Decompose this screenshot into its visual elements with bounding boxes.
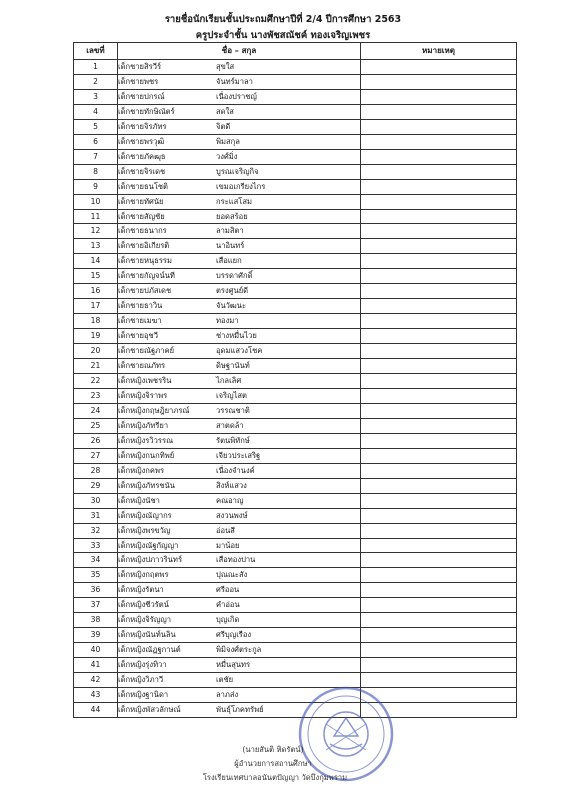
- row-number: 19: [74, 329, 118, 344]
- row-number: 20: [74, 344, 118, 359]
- remark-cell: [361, 478, 517, 493]
- row-number: 24: [74, 403, 118, 418]
- row-number: 27: [74, 448, 118, 463]
- remark-cell: [361, 299, 517, 314]
- student-name-cell: [118, 403, 361, 418]
- table-row: [74, 374, 517, 389]
- table-row: [74, 179, 517, 194]
- student-name-cell: [118, 314, 361, 329]
- student-name-cell: [118, 134, 361, 149]
- remark-cell: [361, 463, 517, 478]
- row-number: 11: [74, 209, 118, 224]
- row-number: 38: [74, 613, 118, 628]
- student-name-cell: [118, 523, 361, 538]
- student-first-name: เด็กชายณภัทร: [118, 361, 166, 371]
- row-number: 39: [74, 628, 118, 643]
- student-name-cell: [118, 463, 361, 478]
- remark-cell: [361, 119, 517, 134]
- remark-cell: [361, 583, 517, 598]
- student-first-name: เด็กหญิงรวิวรรณ: [118, 435, 174, 445]
- student-name-cell: [118, 60, 361, 75]
- remark-cell: [361, 209, 517, 224]
- student-first-name: เด็กหญิงปภาวรินทร์: [118, 555, 183, 565]
- student-last-name: สาตดล้า: [216, 420, 244, 430]
- remark-cell: [361, 224, 517, 239]
- row-number: 17: [74, 299, 118, 314]
- student-last-name: เจริญไสต: [216, 390, 247, 400]
- student-first-name: เด็กชายธาวิน: [118, 301, 163, 311]
- table-row: [74, 658, 517, 673]
- student-first-name: เด็กหญิงกฤษฎิยาภรณ์: [118, 405, 190, 415]
- student-name-cell: [118, 553, 361, 568]
- student-name-cell: [118, 538, 361, 553]
- student-first-name: เด็กชายพรวุฒิ: [118, 136, 165, 146]
- signatory-position: ผู้อำนวยการสถานศึกษา: [234, 759, 312, 768]
- table-row: [74, 299, 517, 314]
- teacher-line: ครูประจำชั้น นางพัชสณัชค์ ทองเจริญเพชร: [195, 30, 371, 41]
- remark-cell: [361, 448, 517, 463]
- table-body: [74, 60, 517, 718]
- student-last-name: รัตนพิทักษ์: [216, 435, 250, 445]
- student-name-cell: [118, 643, 361, 658]
- student-last-name: สิงห์แสวง: [216, 480, 247, 490]
- student-name-cell: [118, 388, 361, 403]
- student-first-name: เด็กชายพชร: [118, 76, 159, 86]
- student-last-name: บุญเกิด: [216, 615, 240, 625]
- remark-cell: [361, 643, 517, 658]
- student-last-name: ศรีออน: [216, 585, 240, 595]
- remark-cell: [361, 149, 517, 164]
- table-row: [74, 523, 517, 538]
- student-last-name: บูรณเจริญกิจ: [216, 166, 259, 176]
- student-name-cell: [118, 149, 361, 164]
- row-number: 4: [74, 104, 118, 119]
- student-name-cell: [118, 583, 361, 598]
- student-name-cell: [118, 89, 361, 104]
- student-name-cell: [118, 224, 361, 239]
- row-number: 40: [74, 643, 118, 658]
- col-header-no: เลขที่: [74, 43, 118, 60]
- student-name-cell: [118, 359, 361, 374]
- student-name-cell: [118, 209, 361, 224]
- student-last-name: เนื่องปราชญ์: [216, 91, 257, 101]
- table-row: [74, 493, 517, 508]
- remark-cell: [361, 74, 517, 89]
- student-last-name: เสือแยก: [216, 256, 242, 266]
- remark-cell: [361, 134, 517, 149]
- remark-cell: [361, 179, 517, 194]
- student-last-name: จันทร์มาลา: [216, 76, 253, 86]
- student-first-name: เด็กชายสิรวีร์: [118, 62, 162, 71]
- student-first-name: เด็กชายกัญจน์นที: [118, 271, 175, 281]
- student-name-cell: [118, 493, 361, 508]
- table-row: [74, 643, 517, 658]
- student-name-cell: [118, 418, 361, 433]
- row-number: 8: [74, 164, 118, 179]
- row-number: 30: [74, 493, 118, 508]
- student-first-name: เด็กหญิงวิภาวี: [118, 675, 164, 685]
- remark-cell: [361, 284, 517, 299]
- row-number: 5: [74, 119, 118, 134]
- student-last-name: วงศ์มิ่ง: [216, 151, 238, 161]
- student-last-name: พิมสกุล: [216, 136, 240, 146]
- row-number: 15: [74, 269, 118, 284]
- student-name-cell: [118, 329, 361, 344]
- table-header-row: [74, 43, 517, 60]
- student-last-name: นาอินทร์: [216, 241, 245, 251]
- student-first-name: เด็กหญิงณัฏฐกานต์: [118, 645, 181, 655]
- table-row: [74, 433, 517, 448]
- student-first-name: เด็กชายธนากร: [118, 226, 167, 236]
- row-number: 43: [74, 688, 118, 703]
- row-number: 34: [74, 553, 118, 568]
- student-name-cell: [118, 568, 361, 583]
- table-row: [74, 688, 517, 703]
- table-row: [74, 553, 517, 568]
- row-number: 36: [74, 583, 118, 598]
- student-last-name: สงวนพงษ์: [216, 510, 248, 520]
- student-name-cell: [118, 119, 361, 134]
- remark-cell: [361, 418, 517, 433]
- row-number: 3: [74, 89, 118, 104]
- table-row: [74, 194, 517, 209]
- student-name-cell: [118, 254, 361, 269]
- student-last-name: เตชัย: [216, 675, 234, 685]
- student-first-name: เด็กชายปกรณ์: [118, 91, 165, 101]
- row-number: 42: [74, 673, 118, 688]
- student-last-name: ศรีบุญเรือง: [216, 630, 252, 640]
- remark-cell: [361, 344, 517, 359]
- remark-cell: [361, 553, 517, 568]
- row-number: 41: [74, 658, 118, 673]
- col-header-name: ชื่อ – สกุล: [118, 43, 361, 60]
- student-roster-table: [73, 42, 517, 718]
- student-first-name: เด็กหญิงกนกทิพย์: [118, 450, 175, 460]
- row-number: 14: [74, 254, 118, 269]
- student-name-cell: [118, 628, 361, 643]
- student-name-cell: [118, 179, 361, 194]
- student-last-name: วรรณชาติ: [216, 405, 250, 415]
- table-row: [74, 164, 517, 179]
- table-row: [74, 134, 517, 149]
- remark-cell: [361, 104, 517, 119]
- student-first-name: เด็กชายทัศนัย: [118, 196, 164, 206]
- remark-cell: [361, 598, 517, 613]
- student-first-name: เด็กหญิงณัญากร: [118, 510, 172, 520]
- table-row: [74, 224, 517, 239]
- row-number: 12: [74, 224, 118, 239]
- student-last-name: ปุณณะสัง: [216, 570, 248, 580]
- table-row: [74, 478, 517, 493]
- student-first-name: เด็กชายภัคฒุธ: [118, 151, 166, 161]
- student-name-cell: [118, 269, 361, 284]
- student-first-name: เด็กชายสัญชัย: [118, 211, 165, 221]
- remark-cell: [361, 239, 517, 254]
- student-first-name: เด็กหญิงจิรัญญา: [118, 615, 172, 625]
- row-number: 10: [74, 194, 118, 209]
- remark-cell: [361, 164, 517, 179]
- row-number: 18: [74, 314, 118, 329]
- student-last-name: ดิษฐานันท์: [216, 361, 250, 371]
- table-row: [74, 538, 517, 553]
- remark-cell: [361, 403, 517, 418]
- remark-cell: [361, 388, 517, 403]
- row-number: 13: [74, 239, 118, 254]
- row-number: 26: [74, 433, 118, 448]
- remark-cell: [361, 508, 517, 523]
- student-first-name: เด็กหญิงฐานิดา: [118, 690, 169, 700]
- table-row: [74, 209, 517, 224]
- student-first-name: เด็กหญิงพรขวัญ: [118, 525, 171, 535]
- row-number: 16: [74, 284, 118, 299]
- table-row: [74, 329, 517, 344]
- table-row: [74, 74, 517, 89]
- row-number: 9: [74, 179, 118, 194]
- student-last-name: บรรดาศักดิ์: [216, 271, 253, 281]
- student-name-cell: [118, 433, 361, 448]
- student-last-name: เขมอเกรียงไกร: [216, 181, 266, 191]
- table-row: [74, 568, 517, 583]
- remark-cell: [361, 329, 517, 344]
- student-first-name: เด็กชายปภัสเดช: [118, 286, 172, 296]
- table-row: [74, 344, 517, 359]
- student-last-name: สุขใส: [216, 62, 235, 71]
- remark-cell: [361, 493, 517, 508]
- table-row: [74, 359, 517, 374]
- table-row: [74, 702, 517, 717]
- student-first-name: เด็กชายเมฆา: [118, 316, 162, 326]
- student-name-cell: [118, 299, 361, 314]
- student-name-cell: [118, 344, 361, 359]
- student-first-name: เด็กหญิงเพชรริน: [118, 376, 172, 386]
- table-row: [74, 89, 517, 104]
- col-header-remark: หมายเหตุ: [361, 43, 517, 60]
- student-last-name: กระแสโสม: [216, 196, 253, 206]
- table-row: [74, 598, 517, 613]
- student-last-name: ลามสิตา: [216, 226, 244, 236]
- remark-cell: [361, 628, 517, 643]
- table-row: [74, 673, 517, 688]
- student-first-name: เด็กหญิงนัชา: [118, 495, 160, 505]
- table-row: [74, 314, 517, 329]
- remark-cell: [361, 538, 517, 553]
- remark-cell: [361, 658, 517, 673]
- student-first-name: เด็กหญิงกฤตพร: [118, 570, 169, 580]
- student-last-name: จันวัฒนะ: [216, 301, 247, 311]
- table-row: [74, 448, 517, 463]
- student-last-name: มาน้อย: [216, 540, 240, 550]
- table-row: [74, 613, 517, 628]
- student-first-name: เด็กหญิงรัตนา: [118, 585, 164, 595]
- student-name-cell: [118, 74, 361, 89]
- remark-cell: [361, 374, 517, 389]
- table-row: [74, 60, 517, 75]
- student-first-name: เด็กหญิงณัฐกัญญา: [118, 540, 179, 550]
- row-number: 28: [74, 463, 118, 478]
- student-last-name: ตรงศูนย์ดี: [216, 286, 249, 296]
- student-name-cell: [118, 164, 361, 179]
- student-first-name: เด็กชายหนุธรรม: [118, 256, 172, 266]
- remark-cell: [361, 568, 517, 583]
- student-name-cell: [118, 284, 361, 299]
- student-last-name: คำอ่อน: [216, 600, 240, 610]
- table-row: [74, 463, 517, 478]
- student-name-cell: [118, 374, 361, 389]
- student-first-name: เด็กชายอุชวี: [118, 331, 158, 341]
- row-number: 23: [74, 388, 118, 403]
- row-number: 44: [74, 702, 118, 717]
- student-first-name: เด็กชายอิเกียรติ: [118, 241, 170, 251]
- table-row: [74, 104, 517, 119]
- student-last-name: ช่างหมื่นไวย: [216, 331, 257, 341]
- student-first-name: เด็กชายธนโชติ: [118, 181, 168, 191]
- table-row: [74, 403, 517, 418]
- student-last-name: เจียวประเสริฐ: [216, 450, 261, 460]
- student-last-name: เสือทองปาน: [216, 555, 256, 565]
- table-row: [74, 388, 517, 403]
- row-number: 37: [74, 598, 118, 613]
- student-first-name: เด็กหญิงกคพร: [118, 465, 165, 475]
- student-name-cell: [118, 613, 361, 628]
- student-first-name: เด็กหญิงชีวรัตน์: [118, 600, 169, 610]
- student-name-cell: [118, 658, 361, 673]
- student-last-name: ไกลเลิศ: [216, 376, 242, 386]
- student-last-name: คณอาญ: [216, 495, 244, 505]
- remark-cell: [361, 269, 517, 284]
- row-number: 33: [74, 538, 118, 553]
- student-first-name: เด็กชายณัฐภาคย์: [118, 346, 175, 356]
- table-row: [74, 284, 517, 299]
- row-number: 22: [74, 374, 118, 389]
- school-name: โรงเรียนเทศบาลอนันตปัญญา วัดบึงกุ่มพราม: [202, 773, 348, 782]
- student-name-cell: [118, 104, 361, 119]
- signatory-name: (นายสันติ หิดรัตน์): [242, 745, 304, 754]
- table-row: [74, 508, 517, 523]
- remark-cell: [361, 314, 517, 329]
- table-row: [74, 418, 517, 433]
- remark-cell: [361, 194, 517, 209]
- student-first-name: เด็กหญิงนันท์นลิน: [118, 630, 176, 640]
- remark-cell: [361, 523, 517, 538]
- student-name-cell: [118, 508, 361, 523]
- row-number: 1: [74, 60, 118, 75]
- student-name-cell: [118, 478, 361, 493]
- table-row: [74, 583, 517, 598]
- student-first-name: เด็กหญิงภัทรียา: [118, 420, 169, 430]
- student-last-name: ทองมา: [216, 316, 239, 326]
- student-last-name: สดใส: [216, 106, 234, 116]
- row-number: 31: [74, 508, 118, 523]
- student-first-name: เด็กหญิงพัสวลักษณ์: [118, 704, 181, 714]
- remark-cell: [361, 89, 517, 104]
- table-row: [74, 239, 517, 254]
- student-last-name: พิมิจงศ์ตระกูล: [216, 645, 262, 655]
- table-row: [74, 119, 517, 134]
- row-number: 29: [74, 478, 118, 493]
- row-number: 25: [74, 418, 118, 433]
- row-number: 2: [74, 74, 118, 89]
- remark-cell: [361, 359, 517, 374]
- table-row: [74, 628, 517, 643]
- student-name-cell: [118, 598, 361, 613]
- student-first-name: เด็กหญิงภัทรชนัน: [118, 480, 175, 490]
- student-last-name: ยอดสร้อย: [216, 211, 248, 221]
- student-first-name: เด็กชายจิรภัทร: [118, 121, 167, 131]
- row-number: 21: [74, 359, 118, 374]
- student-name-cell: [118, 194, 361, 209]
- student-name-cell: [118, 448, 361, 463]
- row-number: 7: [74, 149, 118, 164]
- remark-cell: [361, 433, 517, 448]
- student-last-name: จิตดี: [216, 121, 231, 131]
- row-number: 35: [74, 568, 118, 583]
- student-first-name: เด็กชายจิรเดช: [118, 166, 166, 176]
- student-name-cell: [118, 239, 361, 254]
- student-first-name: เด็กชายทักษิณัตร์: [118, 106, 175, 116]
- remark-cell: [361, 613, 517, 628]
- table-row: [74, 149, 517, 164]
- remark-cell: [361, 60, 517, 75]
- table-row: [74, 254, 517, 269]
- student-first-name: เด็กหญิงรุ่งทิวา: [118, 660, 167, 670]
- student-last-name: อ่อนสี: [216, 525, 235, 535]
- student-last-name: เนื่องจำนงค์: [216, 465, 255, 475]
- student-last-name: พันธุ์โภคทรัพย์: [216, 704, 264, 714]
- row-number: 6: [74, 134, 118, 149]
- student-last-name: ลาภส่ง: [216, 690, 239, 700]
- page-title: รายชื่อนักเรียนชั้นประถมศึกษาปีที่ 2/4 ปีการศึกษา 2563: [164, 14, 402, 25]
- remark-cell: [361, 254, 517, 269]
- student-last-name: หมื่นสุนทร: [216, 660, 251, 670]
- row-number: 32: [74, 523, 118, 538]
- table-row: [74, 269, 517, 284]
- student-last-name: อุดมแสวงโชค: [216, 346, 263, 356]
- student-first-name: เด็กหญิงจิราพร: [118, 390, 168, 400]
